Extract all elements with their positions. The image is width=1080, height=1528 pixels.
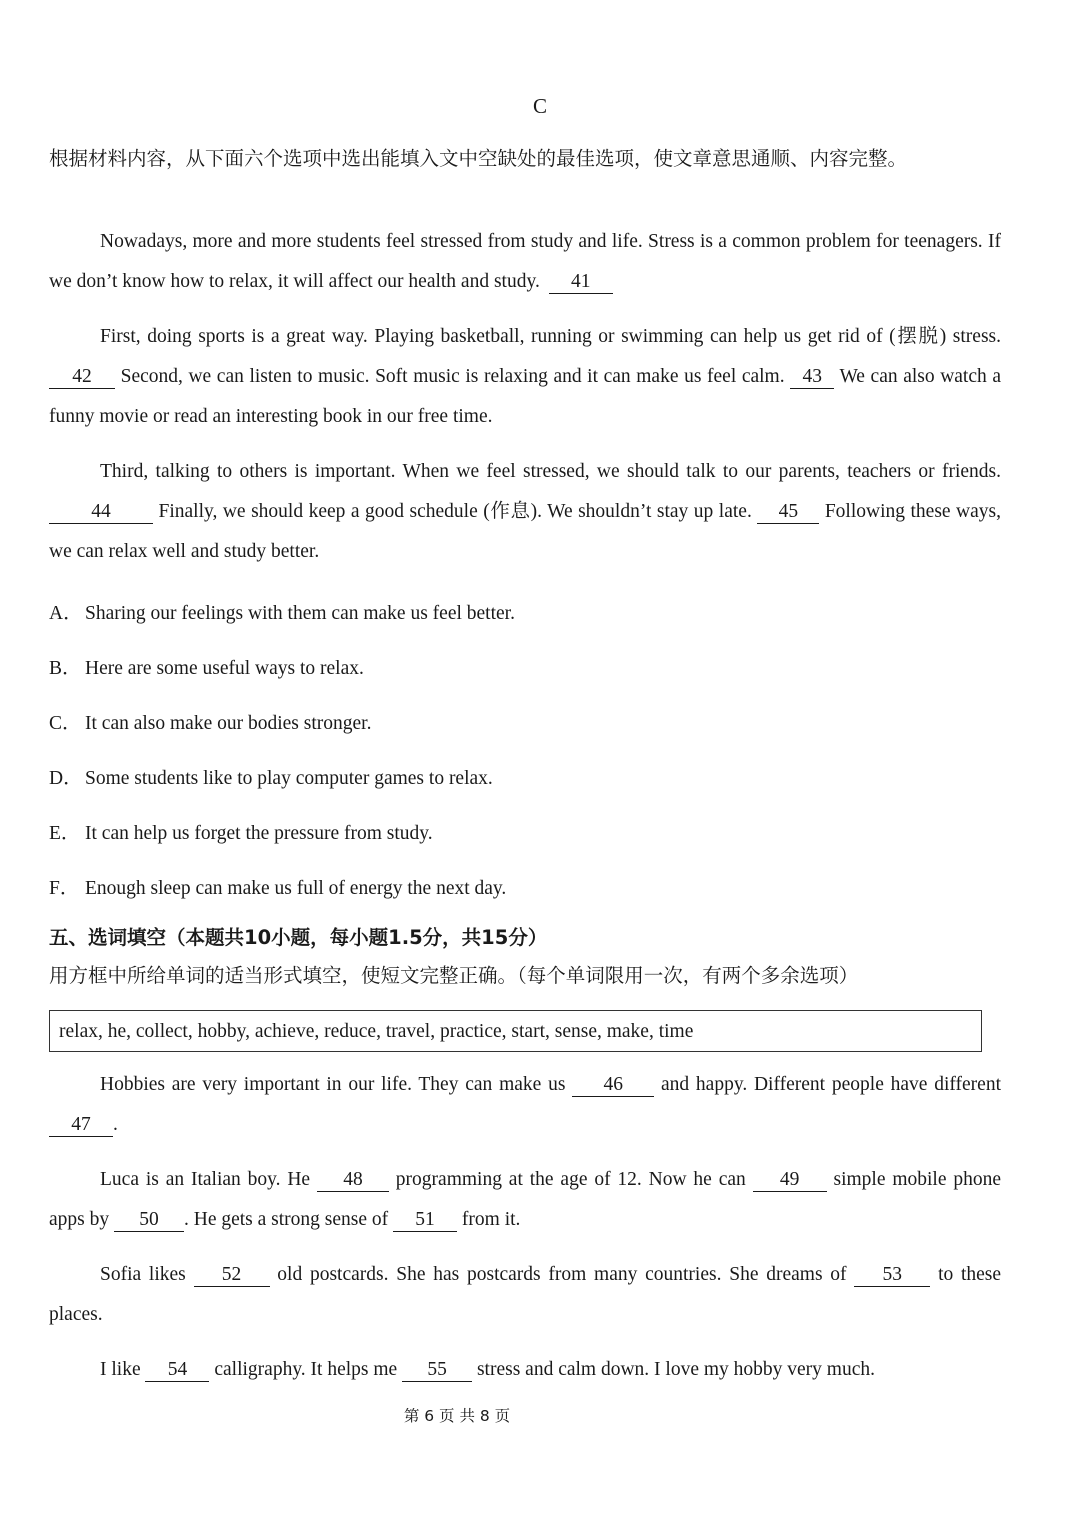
option-text: Here are some useful ways to relax. [85,658,364,679]
blank-51[interactable]: 51 [393,1209,457,1232]
option-letter: B． [49,658,82,679]
paragraph-text: and happy. Different people have different [661,1074,1001,1095]
paragraph-text: Second, we can listen to music. Soft music is relaxing and it can make us feel calm. [120,366,785,387]
blank-44[interactable]: 44 [49,501,153,524]
paragraph-text: Luca is an Italian boy. He [100,1169,311,1190]
option-letter: E． [49,823,81,844]
blank-52[interactable]: 52 [194,1264,270,1287]
blank-50[interactable]: 50 [114,1209,184,1232]
option-text: Enough sleep can make us full of energy the next day. [85,878,507,899]
paragraph-text: Following these ways, we can relax well and study better. [49,501,1002,562]
section-heading: 五、选词填空（本题共10小题，每小题1.5分，共15分） [49,926,548,949]
option-d [49,762,493,790]
section-c-instruction: 根据材料内容，从下面六个选项中选出能填入文中空缺处的最佳选项，使文章意思通顺、内容完整。 [49,147,908,170]
section-instruction: 用方框中所给单词的适当形式填空，使短文完整正确。（每个单词限用一次，有两个多余选项） [49,964,859,987]
option-text: Some students like to play computer games to relax. [85,768,493,789]
paragraph-text: We can also watch a funny movie or read an interesting book in our free time. [49,366,1002,427]
option-text: It can also make our bodies stronger. [85,713,372,734]
blank-43[interactable]: 43 [790,366,834,389]
option-letter: F． [49,878,80,899]
blank-47[interactable]: 47 [49,1114,113,1137]
paragraph-text: simple mobile phone apps by [49,1169,1002,1230]
paragraph-text: programming at the age of 12. Now he can [395,1169,746,1190]
cloze-paragraph-4 [49,1350,1001,1390]
paragraph-text: I like [100,1359,141,1380]
paragraph-text: Hobbies are very important in our life. They can make us [100,1074,566,1095]
paragraph-text: Finally, we should keep a good schedule (作息). We shouldn’t stay up late. [158,501,752,522]
page-footer: 第 6 页 共 8 页 [403,1407,511,1425]
option-f [49,872,506,900]
paragraph-text: old postcards. She has postcards from many countries. She dreams of [277,1264,847,1285]
option-letter: D． [49,768,83,789]
paragraph-text: stress and calm down. I love my hobby very much. [476,1359,875,1380]
paragraph-text: Third, talking to others is important. When we feel stressed, we should talk to our parents, teachers or friends. [100,461,1001,482]
paragraph-text: to these places. [49,1264,1002,1325]
option-c [49,707,371,735]
blank-48[interactable]: 48 [317,1169,389,1192]
paragraph-text: calligraphy. It helps me [214,1359,398,1380]
blank-49[interactable]: 49 [753,1169,827,1192]
cloze-paragraph-2 [49,1160,1001,1240]
option-b [49,652,364,680]
paragraph-text: . He gets a strong sense of [184,1209,389,1230]
option-e [49,817,433,845]
passage-paragraph-1 [49,222,1001,302]
paragraph-text: First, doing sports is a great way. Playing basketball, running or swimming can help us get rid of (摆脱) stress. [100,326,1001,347]
paragraph-text: Sofia likes [100,1264,186,1285]
passage-paragraph-2 [49,317,1001,437]
paragraph-text: Nowadays, more and more students feel stressed from study and life. Stress is a common problem for teenagers. If we don’t know how to relax, it will affect our health and study. [49,231,1001,292]
cloze-paragraph-3 [49,1255,1001,1335]
blank-42[interactable]: 42 [49,366,115,389]
blank-55[interactable]: 55 [402,1359,472,1382]
passage-paragraph-3 [49,452,1001,572]
option-letter: C． [49,713,82,734]
paragraph-text: from it. [461,1209,521,1230]
option-a [49,597,515,625]
blank-53[interactable]: 53 [854,1264,930,1287]
blank-46[interactable]: 46 [572,1074,654,1097]
paragraph-text: . [113,1114,118,1135]
blank-45[interactable]: 45 [757,501,819,524]
section-letter: C [532,94,547,118]
cloze-paragraph-1 [49,1065,1001,1145]
option-letter: A． [49,603,83,624]
blank-41[interactable]: 41 [549,271,613,294]
word-box: relax, he, collect, hobby, achieve, reduce, travel, practice, start, sense, make, time [49,1010,982,1052]
blank-54[interactable]: 54 [145,1359,209,1382]
option-text: Sharing our feelings with them can make us feel better. [85,603,515,624]
option-text: It can help us forget the pressure from study. [85,823,433,844]
